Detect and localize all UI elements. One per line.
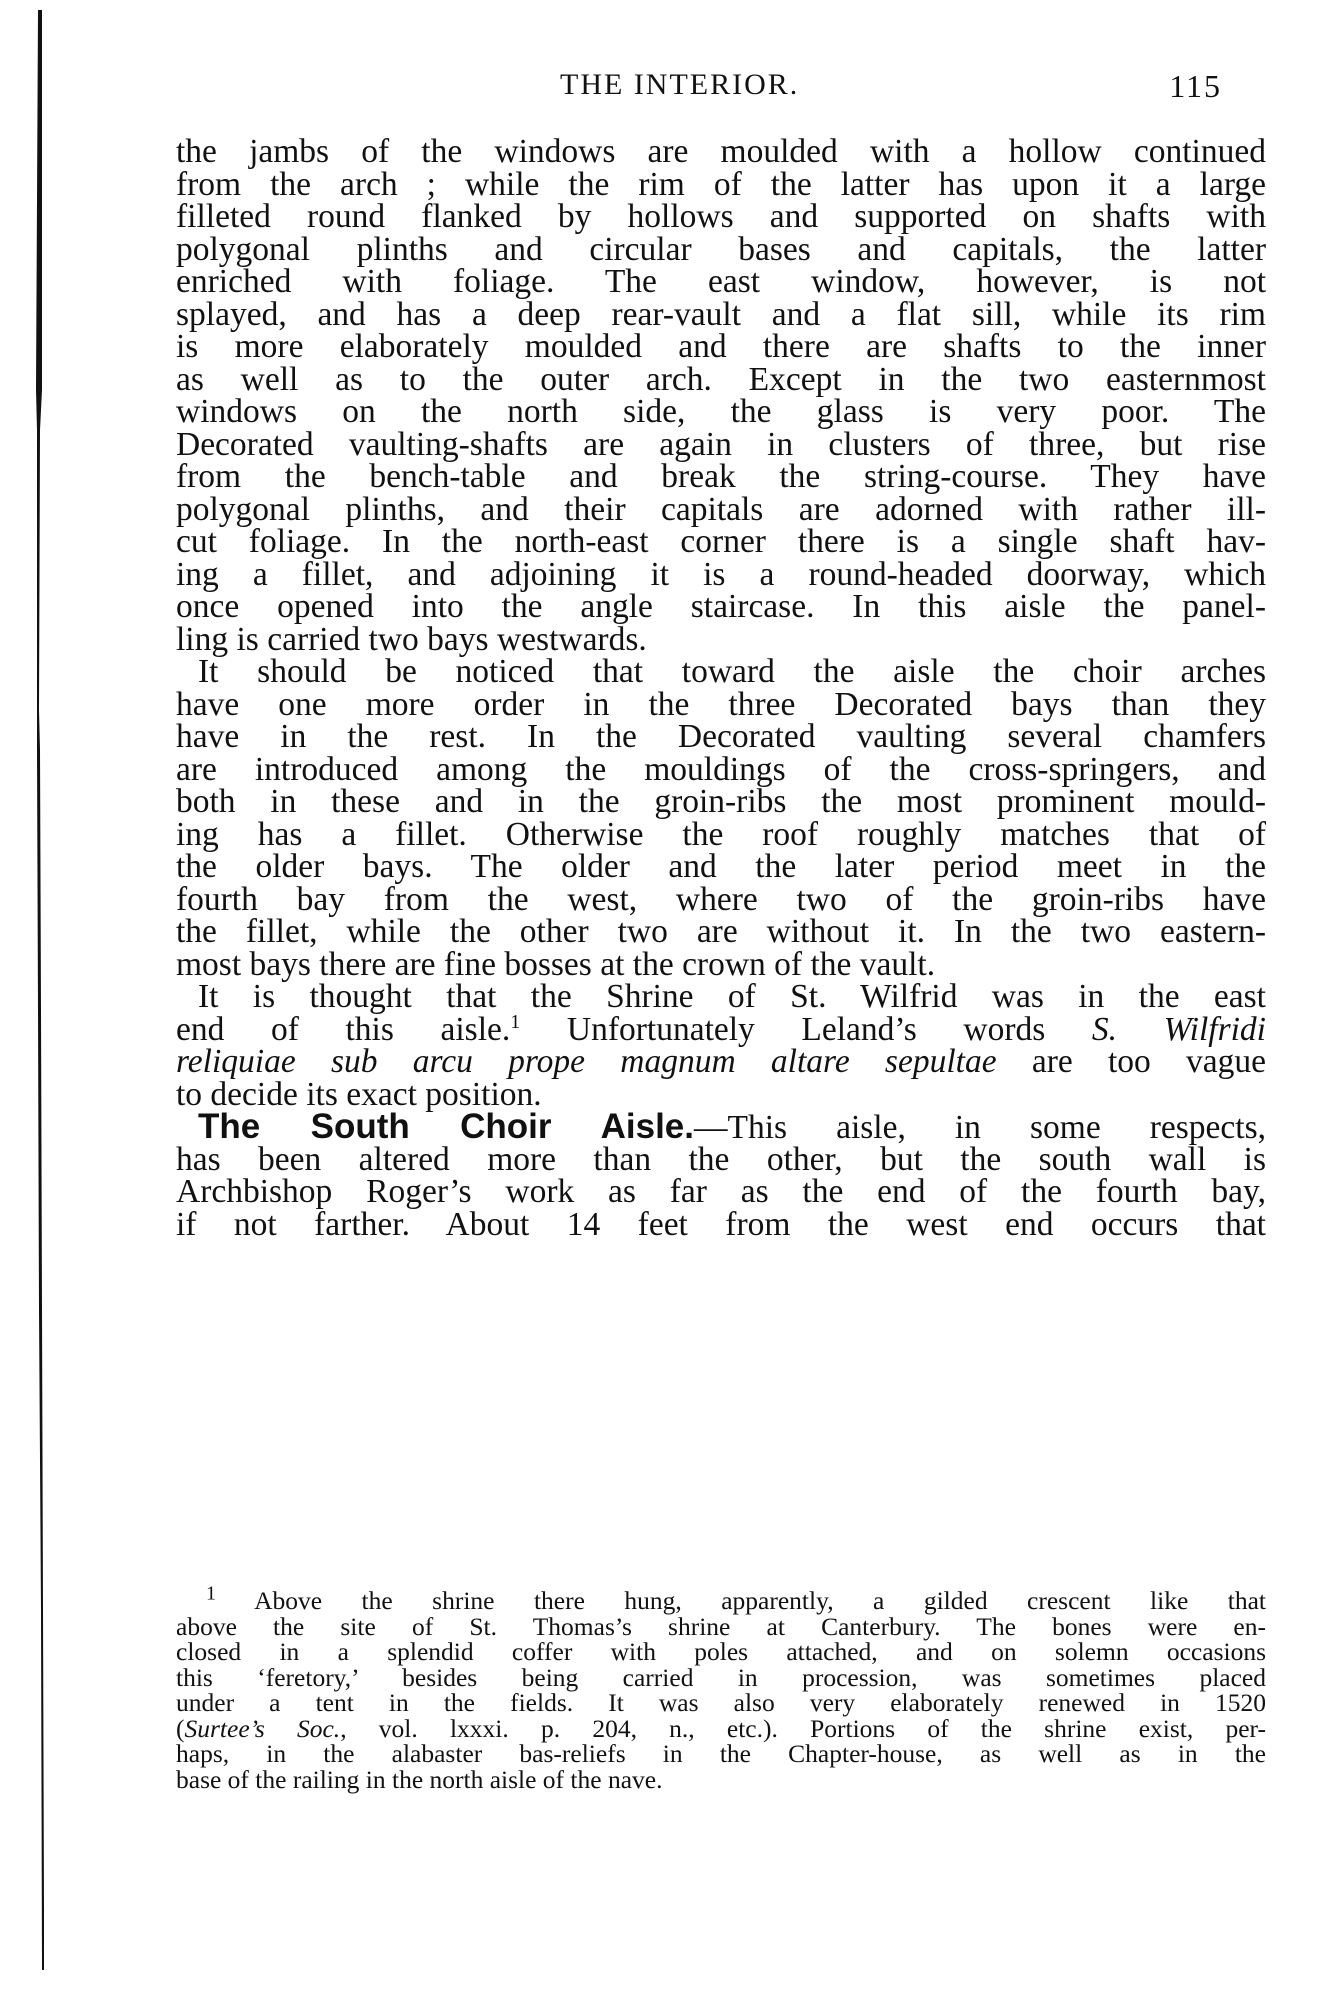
- text-line: if not farther. About 14 feet from the west end occurs that: [176, 1205, 1266, 1243]
- text-run: , vol. lxxxi. p. 204, n., etc.). Portions of the shrine exist, per-: [340, 1713, 1266, 1743]
- text-line: are introduced among the mouldings of the cross-springers, and: [176, 750, 1266, 788]
- footnote-marker: 1: [206, 1582, 216, 1605]
- text-line: polygonal plinths and circular bases and capitals, the latter: [176, 230, 1266, 268]
- latin-quotation: reliquiae sub arcu prope magnum altare sepultae: [176, 1043, 997, 1080]
- page-number: 115: [1169, 68, 1222, 104]
- text-line: above the site of St. Thomas’s shrine at Canterbury. The bones were en-: [176, 1611, 1266, 1641]
- text-line: fourth bay from the west, where two of the groin-ribs have: [176, 880, 1266, 918]
- text-line: have in the rest. In the Decorated vaulting several chamfers: [176, 718, 1266, 755]
- text-line: this ‘feretory,’ besides being carried in procession, was sometimes placed: [176, 1662, 1266, 1692]
- text-line: Decorated vaulting-shafts are again in clusters of three, but rise: [176, 425, 1266, 463]
- text-line: as well as to the outer arch. Except in the two easternmost: [176, 360, 1266, 398]
- text-line: is more elaborately moulded and there are shafts to the inner: [176, 328, 1266, 365]
- text-line: the jambs of the windows are moulded with a hollow continued: [176, 133, 1266, 170]
- text-line: once opened into the angle staircase. In this aisle the panel-: [176, 588, 1266, 625]
- running-head: [170, 68, 1270, 118]
- text-line: have one more order in the three Decorated bays than they: [176, 685, 1266, 723]
- text-line: the older bays. The older and the later period meet in the: [176, 848, 1266, 885]
- section-heading: The South Choir Aisle.: [198, 1107, 694, 1146]
- text-line: Archbishop Roger’s work as far as the end of the fourth bay,: [176, 1173, 1266, 1210]
- text-run: end of this aisle.: [176, 1010, 511, 1048]
- text-run: (: [176, 1713, 185, 1743]
- text-line: has been altered more than the other, but the south wall is: [176, 1140, 1266, 1178]
- text-line: closed in a splendid coffer with poles attached, and on solemn occasions: [176, 1637, 1266, 1666]
- text-line: both in these and in the groin-ribs the most prominent mould-: [176, 783, 1266, 820]
- text-line: from the arch ; while the rim of the latter has upon it a large: [176, 165, 1266, 203]
- footnote-reference[interactable]: 1: [510, 1010, 521, 1033]
- text-line: from the bench-table and break the string-course. They have: [176, 458, 1266, 495]
- text-line: ing a fillet, and adjoining it is a round-headed doorway, which: [176, 555, 1266, 593]
- text-line: the fillet, while the other two are without it. In the two eastern-: [176, 913, 1266, 950]
- text-line: to decide its exact position.: [176, 1075, 542, 1113]
- text-line: polygonal plinths, and their capitals are adorned with rather ill-: [176, 490, 1266, 528]
- text-line: splayed, and has a deep rear-vault and a flat sill, while its rim: [176, 295, 1266, 333]
- citation-title: Surtee’s Soc.: [184, 1713, 341, 1743]
- text-line: under a tent in the fields. It was also very elaborately renewed in 1520: [176, 1688, 1266, 1717]
- text-line: cut foliage. In the north-east corner there is a single shaft hav-: [176, 523, 1266, 560]
- text-line: ling is carried two bays westwards.: [176, 620, 647, 658]
- text-line: ing has a fillet. Otherwise the roof roughly matches that of: [176, 815, 1266, 853]
- text-line: enriched with foliage. The east window, however, is not: [176, 263, 1266, 300]
- text-line: windows on the north side, the glass is very poor. The: [176, 393, 1266, 430]
- text-line: base of the railing in the north aisle of the nave.: [176, 1764, 663, 1794]
- latin-quotation: S. Wilfridi: [1091, 1010, 1266, 1048]
- text-line: filleted round flanked by hollows and supported on shafts with: [176, 198, 1266, 235]
- text-line: It is thought that the Shrine of St. Wilfrid was in the east: [198, 978, 1266, 1015]
- text-line: most bays there are fine bosses at the crown of the vault.: [176, 945, 936, 983]
- text-run: are too vague: [996, 1043, 1266, 1080]
- text-line: It should be noticed that toward the aisle the choir arches: [198, 653, 1266, 690]
- text-run: Unfortunately Leland’s words: [520, 1010, 1092, 1048]
- running-title: THE INTERIOR.: [560, 68, 800, 101]
- text-run: —This aisle, in some respects,: [693, 1109, 1266, 1146]
- text-line: haps, in the alabaster bas-reliefs in the Chapter-house, as well as in the: [176, 1739, 1266, 1768]
- scan-binding-edge: [36, 10, 44, 1970]
- text-run: Above the shrine there hung, apparently, a gilded crescent like that: [216, 1586, 1266, 1615]
